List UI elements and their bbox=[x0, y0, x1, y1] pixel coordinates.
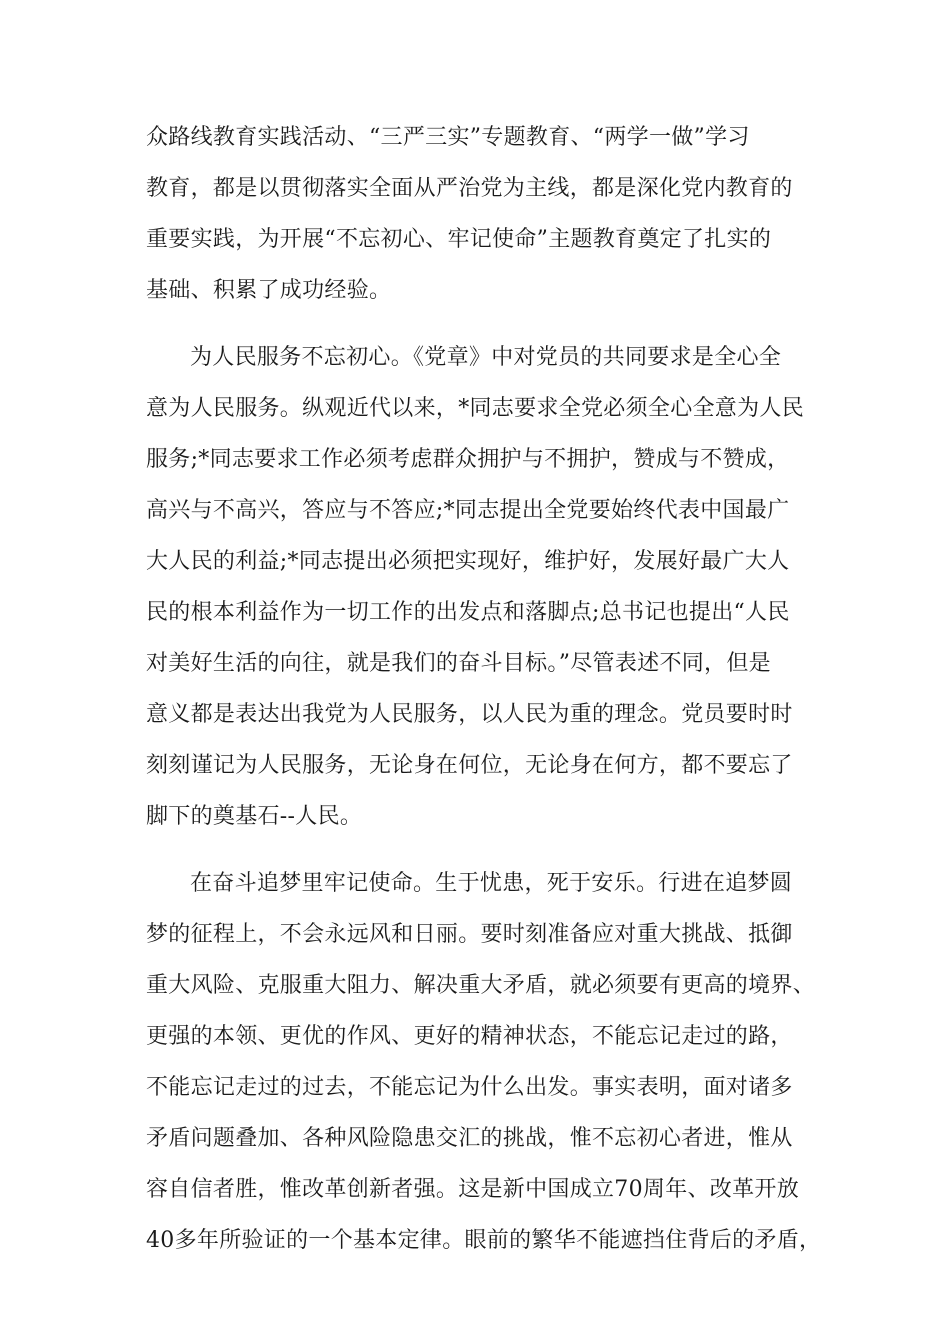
text-line: 重大风险、克服重大阻力、解决重大矛盾，就必须要有更高的境界、 bbox=[146, 973, 816, 998]
text-line: 脚下的奠基石--人民。 bbox=[146, 804, 363, 829]
text-line: 矛盾问题叠加、各种风险隐患交汇的挑战，惟不忘初心者进，惟从 bbox=[146, 1126, 793, 1151]
text-line: 意为人民服务。纵观近代以来，*同志要求全党必须全心全意为人民 bbox=[146, 396, 805, 421]
text-line: 不能忘记走过的过去，不能忘记为什么出发。事实表明，面对诸多 bbox=[146, 1075, 793, 1100]
text-line: 大人民的利益;*同志提出必须把实现好，维护好，发展好最广大人 bbox=[146, 549, 790, 574]
paragraph-2 bbox=[146, 332, 836, 842]
document-body bbox=[146, 112, 836, 1266]
paragraph-3 bbox=[146, 858, 836, 1266]
text-line: 民的根本利益作为一切工作的出发点和落脚点;总书记也提出“人民 bbox=[146, 600, 790, 625]
text-line: 对美好生活的向往，就是我们的奋斗目标。”尽管表述不同，但是 bbox=[146, 651, 771, 676]
text-line: 更强的本领、更优的作风、更好的精神状态，不能忘记走过的路， bbox=[146, 1024, 793, 1049]
text-line: 高兴与不高兴，答应与不答应;*同志提出全党要始终代表中国最广 bbox=[146, 498, 790, 523]
text-line: 教育，都是以贯彻落实全面从严治党为主线，都是深化党内教育的 bbox=[146, 176, 793, 201]
paragraph-1 bbox=[146, 112, 836, 316]
text-line: 意义都是表达出我党为人民服务，以人民为重的理念。党员要时时 bbox=[146, 702, 793, 727]
paragraph-gap bbox=[146, 316, 836, 332]
text-line: 服务;*同志要求工作必须考虑群众拥护与不拥护，赞成与不赞成， bbox=[146, 447, 790, 472]
text-line: 重要实践，为开展“不忘初心、牢记使命”主题教育奠定了扎实的 bbox=[146, 227, 772, 252]
text-line: 梦的征程上，不会永远风和日丽。要时刻准备应对重大挑战、抵御 bbox=[146, 922, 793, 947]
paragraph-gap bbox=[146, 842, 836, 858]
text-line: 40多年所验证的一个基本定律。眼前的繁华不能遮挡住背后的矛盾， bbox=[146, 1228, 822, 1253]
text-line: 容自信者胜，惟改革创新者强。这是新中国成立70周年、改革开放 bbox=[146, 1177, 799, 1202]
text-line-first: 为人民服务不忘初心。《党章》中对党员的共同要求是全心全 bbox=[190, 345, 782, 370]
text-line: 刻刻谨记为人民服务，无论身在何位，无论身在何方，都不要忘了 bbox=[146, 753, 793, 778]
text-line: 众路线教育实践活动、“三严三实”专题教育、“两学一做”学习 bbox=[146, 125, 750, 150]
text-line: 基础、积累了成功经验。 bbox=[146, 278, 392, 303]
text-line-first: 在奋斗追梦里牢记使命。生于忧患，死于安乐。行进在追梦圆 bbox=[190, 871, 793, 896]
